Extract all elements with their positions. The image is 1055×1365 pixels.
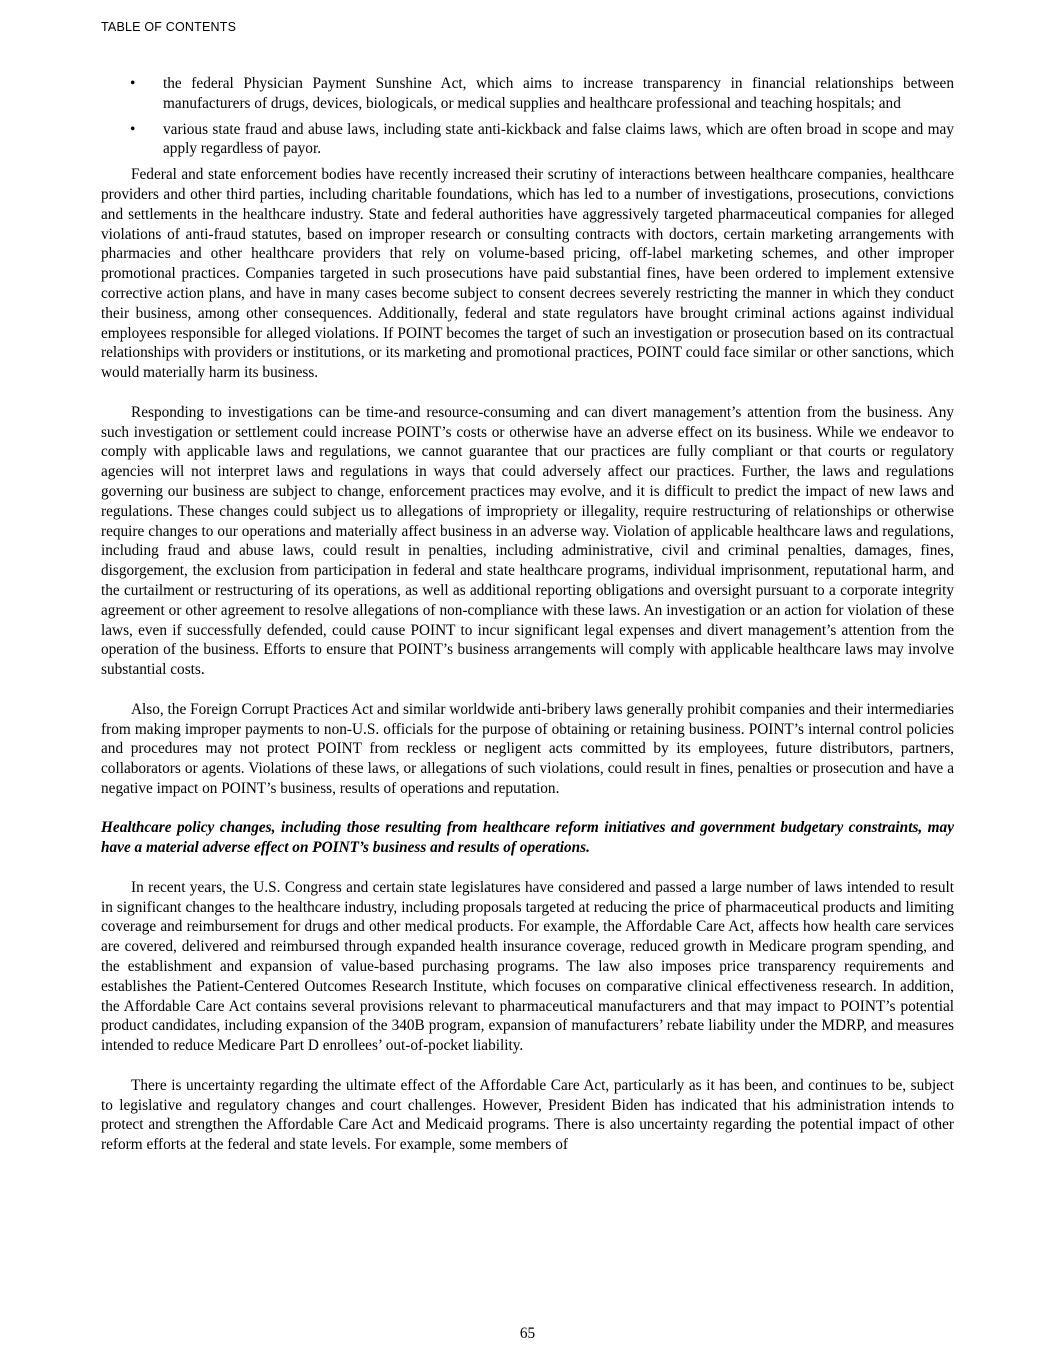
paragraph-fcpa: Also, the Foreign Corrupt Practices Act and similar worldwide anti-bribery laws generally prohibit companies and their intermediaries from making improper payments to non-U.S. officials for the purpose of obtaining or retaining business. POINT’s internal control policies and procedures may not protect POINT from reckless or negligent acts committed by its employees, future distributors, partners, collaborators or agents. Violations of these laws, or allegations of such violations, could result in fines, penalties or prosecution and have a negative impact on POINT’s business, results of operations and reputation. xyxy=(101,700,954,797)
paragraph-enforcement: Federal and state enforcement bodies have recently increased their scrutiny of interactions between healthcare companies, healthcare providers and other third parties, including charitable foundations, which has led to a number of investigations, prosecutions, convictions and settlements in the healthcare industry. State and federal authorities have aggressively targeted pharmaceutical companies for alleged violations of anti-fraud statutes, based on improper research or consulting contracts with doctors, certain marketing arrangements with pharmacies and other healthcare providers that rely on volume-based pricing, off-label marketing schemes, and other improper promotional practices. Companies targeted in such prosecutions have paid substantial fines, have been ordered to implement extensive corrective action plans, and have in many cases become subject to consent decrees severely restricting the manner in which they conduct their business, among other consequences. Additionally, federal and state regulators have brought criminal actions against individual employees responsible for alleged violations. If POINT becomes the target of such an investigation or prosecution based on its contractual relationships with providers or institutions, or its marketing and promotional practices, POINT could face similar or other sanctions, which would materially harm its business. xyxy=(101,166,954,382)
bullet-text: various state fraud and abuse laws, including state anti-kickback and false claims laws, which are often broad in scope and may apply regardless of payor. xyxy=(163,120,954,158)
bullet-item xyxy=(101,74,954,114)
bullet-item xyxy=(101,120,954,160)
page-number: 65 xyxy=(519,1325,536,1342)
bullet-text: the federal Physician Payment Sunshine Act, which aims to increase transparency in financial relationships between manufacturers of drugs, devices, biologicals, or medical supplies and healthcare professional and teaching hospitals; and xyxy=(163,75,954,112)
paragraph-investigations: Responding to investigations can be time-and resource-consuming and can divert management’s attention from the business. Any such investigation or settlement could increase POINT’s costs or otherwise have an adverse effect on its business. While we endeavor to comply with applicable laws and regulations, we cannot guarantee that our practices are fully compliant or that courts or regulatory agencies will not interpret laws and regulations in ways that could adversely affect our practices. Further, the laws and regulations governing our business are subject to change, enforcement practices may evolve, and it is difficult to predict the impact of new laws and regulations. These changes could subject us to allegations of impropriety or illegality, require restructuring of relationships or otherwise require changes to our operations and materially affect business in an adverse way. Violation of applicable healthcare laws and regulations, including fraud and abuse laws, could result in penalties, including administrative, civil and criminal penalties, damages, fines, disgorgement, the exclusion from participation in federal and state healthcare programs, individual imprisonment, reputational harm, and the curtailment or restructuring of its operations, as well as additional reporting obligations and oversight pursuant to a corporate integrity agreement or other agreement to resolve allegations of non-compliance with these laws. An investigation or an action for violation of these laws, even if successfully defended, could cause POINT to incur significant legal expenses and divert management’s attention from the operation of the business. Efforts to ensure that POINT’s business arrangements will comply with applicable healthcare laws may involve substantial costs. xyxy=(101,403,954,679)
bullet-icon: • xyxy=(130,120,136,138)
section-heading: Healthcare policy changes, including those resulting from healthcare reform initiatives and government budgetary constraints, may have a material adverse effect on POINT’s business and results of operations. xyxy=(101,819,954,857)
bullet-icon: • xyxy=(130,75,136,92)
document-body xyxy=(101,74,954,1155)
table-of-contents-link[interactable]: TABLE OF CONTENTS xyxy=(101,20,237,34)
paragraph-uncertainty: There is uncertainty regarding the ultimate effect of the Affordable Care Act, particularly as it has been, and continues to be, subject to legislative and regulatory changes and court challenges. However, President Biden has indicated that his administration intends to protect and strengthen the Affordable Care Act and Medicaid programs. There is also uncertainty regarding the potential impact of other reform efforts at the federal and state levels. For example, some members of xyxy=(101,1076,954,1154)
paragraph-reform: In recent years, the U.S. Congress and certain state legislatures have considered and passed a large number of laws intended to result in significant changes to the healthcare industry, including proposals targeted at reducing the price of pharmaceutical products and limiting coverage and reimbursement for drugs and other medical products. For example, the Affordable Care Act, affects how health care services are covered, delivered and reimbursed through expanded health insurance coverage, reduced growth in Medicare program spending, and the establishment and expansion of value-based purchasing programs. The law also imposes price transparency requirements and establishes the Patient-Centered Outcomes Research Institute, which focuses on comparative clinical effectiveness research. In addition, the Affordable Care Act contains several provisions relevant to pharmaceutical manufacturers and that may impact to POINT’s potential product candidates, including expansion of the 340B program, expansion of manufacturers’ rebate liability under the MDRP, and measures intended to reduce Medicare Part D enrollees’ out-of-pocket liability. xyxy=(101,878,954,1055)
